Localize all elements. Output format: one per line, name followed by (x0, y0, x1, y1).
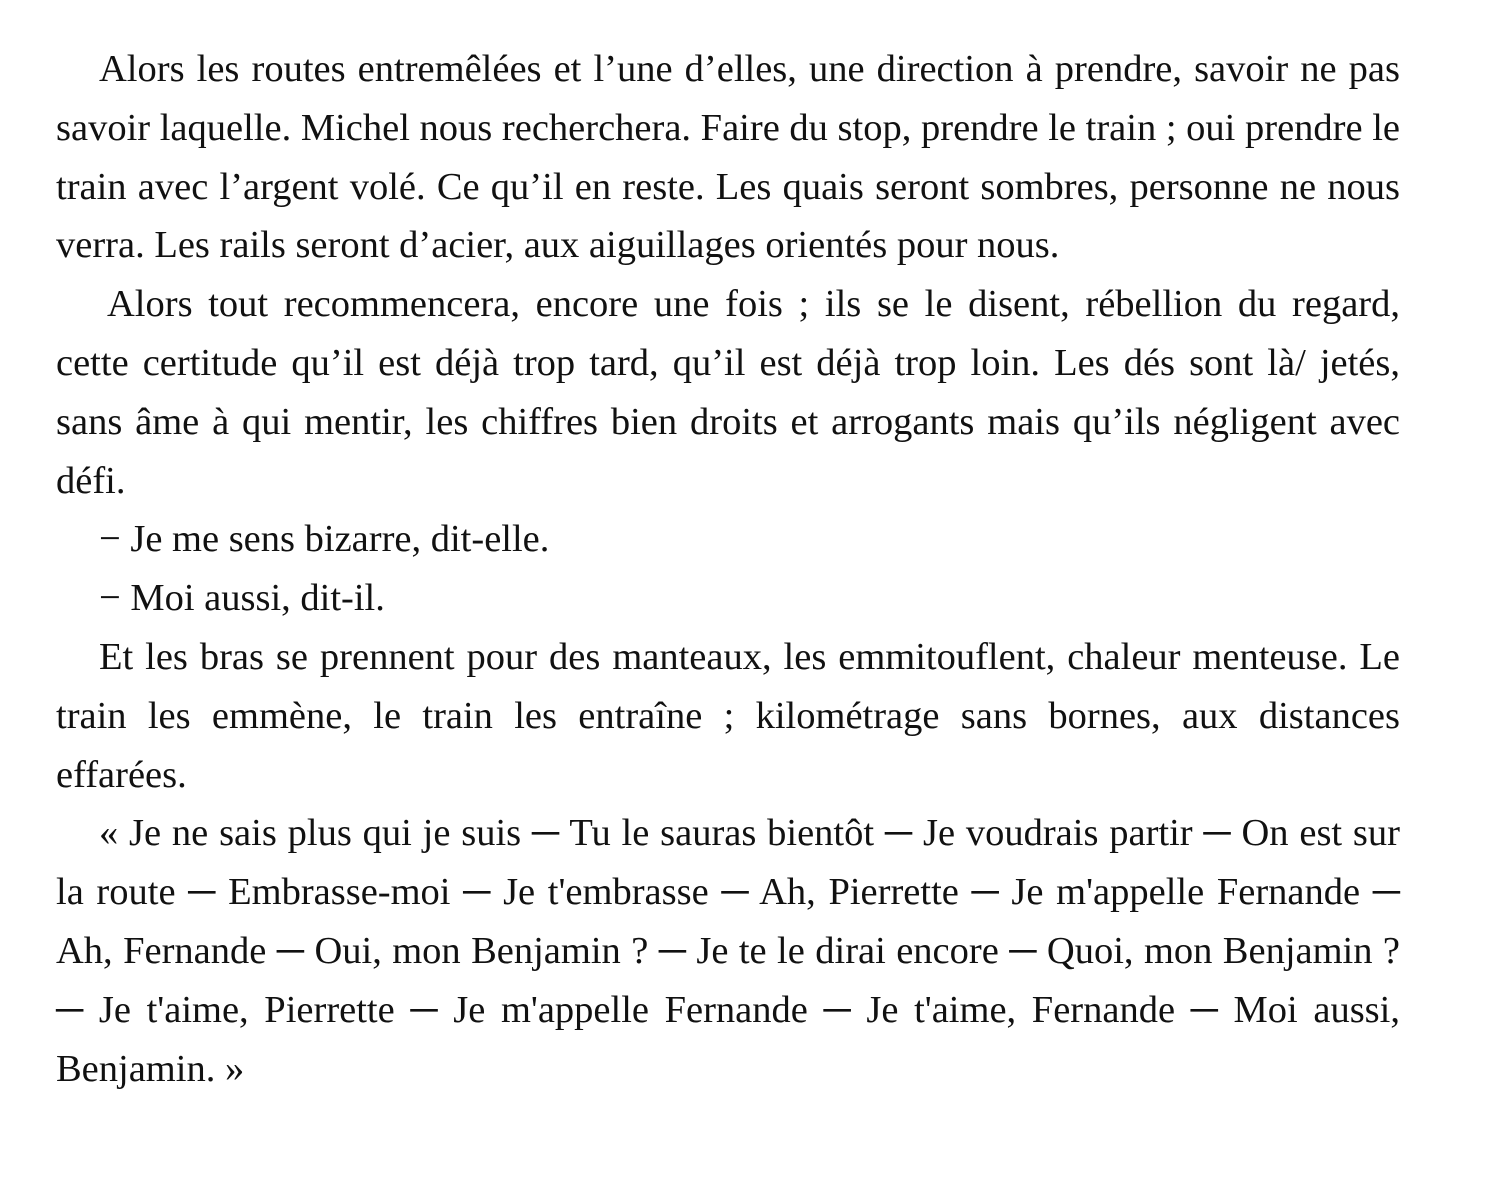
paragraph-routes: Alors les routes entremêlées et l’une d’elles, une direction à prendre, savoir ne pas savoir laquelle. Michel nous recherchera. Faire du stop, prendre le train ; oui prendre le train avec l’argent volé. Ce qu’il en reste. Les quais seront sombres, personne ne nous verra. Les rails seront d’acier, aux aiguillages orientés pour nous. (56, 48, 1400, 267)
dialogue-line-il: − Moi aussi, dit-il. (99, 577, 385, 620)
paragraph-recommencera: Alors tout recommencera, encore une fois ; ils se le disent, rébellion du regard, cette certitude qu’il est déjà trop tard, qu’il est déjà trop loin. Les dés sont là/ jetés, sans âme à qui mentir, les chiffres bien droits et arrogants mais qu’ils négligent avec défi. (56, 283, 1400, 502)
document-page (56, 40, 1400, 1098)
paragraph-quote: « Je ne sais plus qui je suis ─ Tu le sauras bientôt ─ Je voudrais partir ─ On est sur la route ─ Embrasse-moi ─ Je t'embrasse ─ Ah, Pierrette ─ Je m'appelle Fernande ─ Ah, Fernande ─ Oui, mon Benjamin ? ─ Je te le dirai encore ─ Quoi, mon Benjamin ? ─ Je t'aime, Pierrette ─ Je m'appelle Fernande ─ Je t'aime, Fernande ─ Moi aussi, Benjamin. » (56, 812, 1400, 1090)
paragraph-bras: Et les bras se prennent pour des manteaux, les emmitouflent, chaleur menteuse. Le train les emmène, le train les entraîne ; kilométrage sans bornes, aux distances effarées. (56, 635, 1400, 796)
dialogue-line-elle: − Je me sens bizarre, dit-elle. (99, 518, 550, 561)
